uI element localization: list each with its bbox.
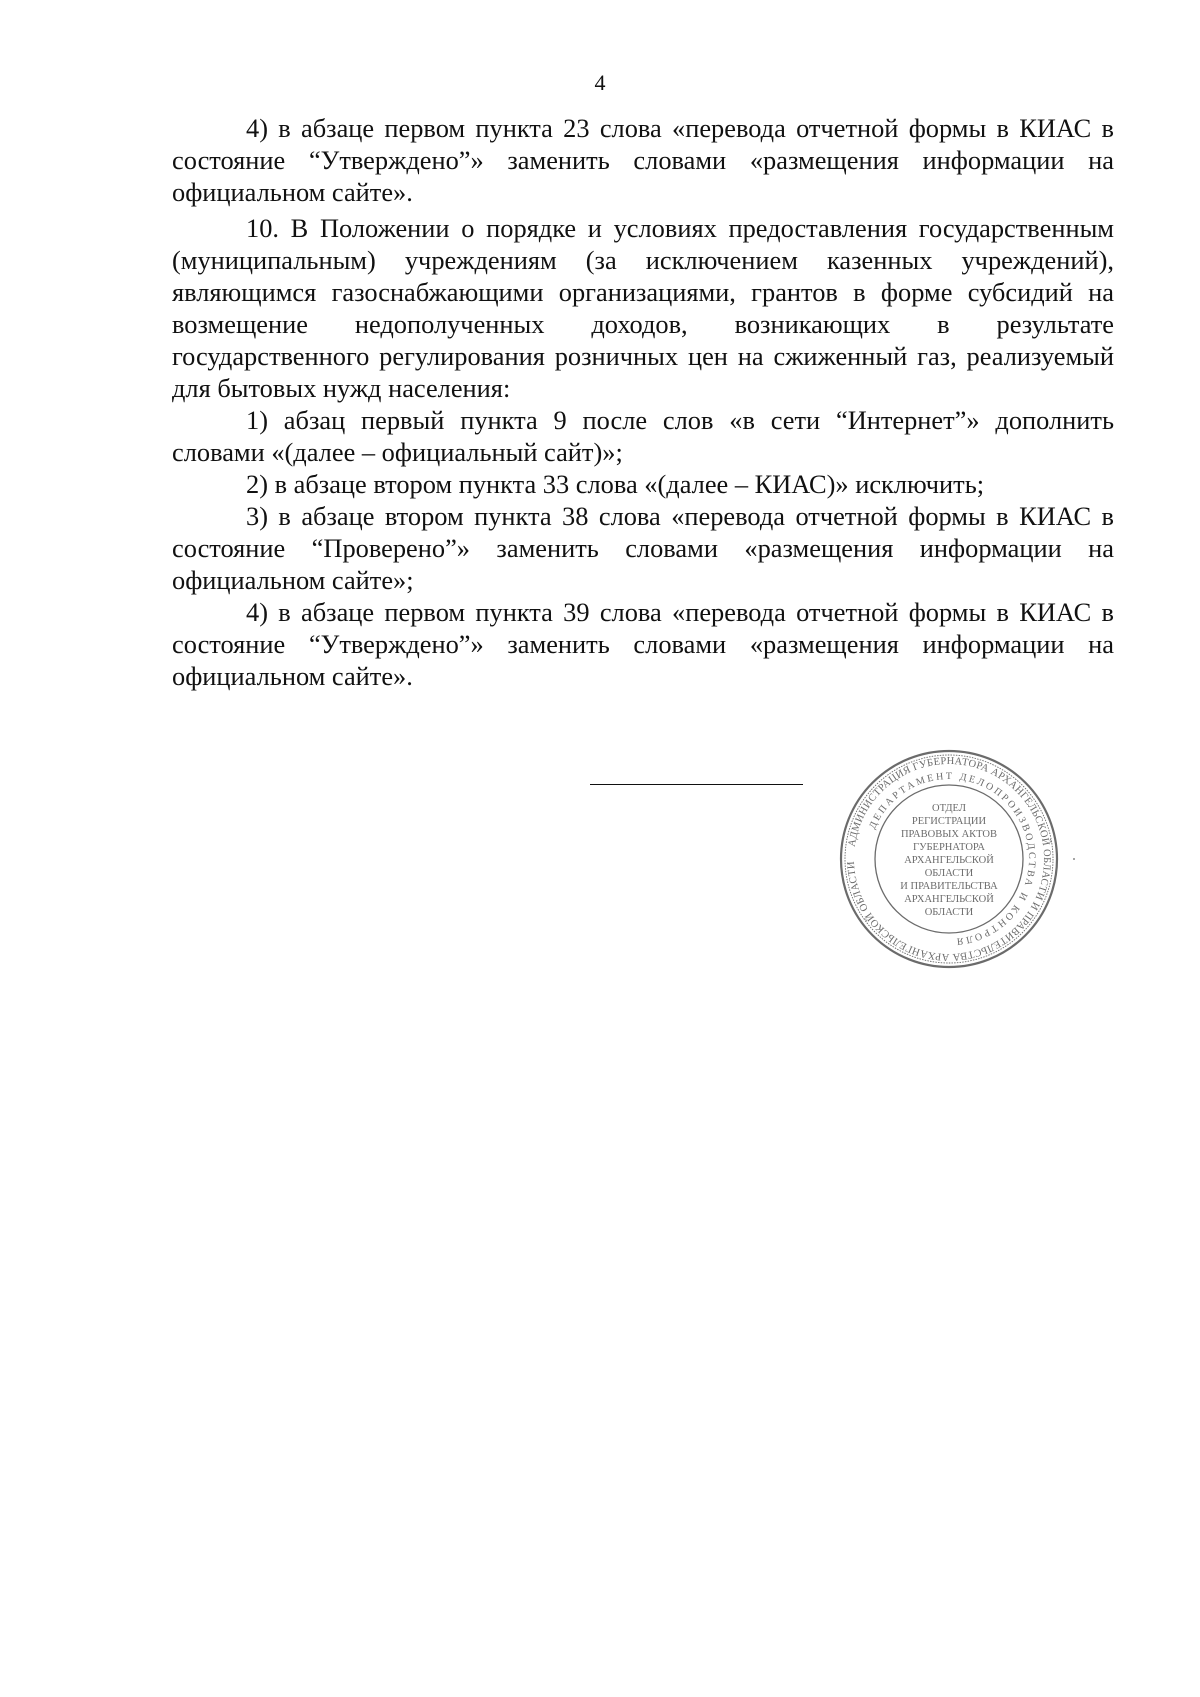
stamp-center-line: ОБЛАСТИ — [924, 907, 974, 918]
stamp-center-line: ГУБЕРНАТОРА — [913, 842, 985, 853]
stamp-center-line: ПРАВОВЫХ АКТОВ — [900, 829, 998, 840]
paragraph-subitem-3: 3) в абзаце втором пункта 38 слова «перевода отчетной формы в КИАС в состояние “Проверено”» заменить словами «размещения информации на официальном сайте»; — [172, 501, 1114, 595]
stamp-inner-text: ДЕПАРТАМЕНТ ДЕЛОПРОИЗВОДСТВА И КОНТРОЛЯ — [867, 770, 1038, 947]
document-body — [172, 112, 1114, 692]
stamp-center-line: ОТДЕЛ — [932, 803, 966, 814]
stamp-graphic — [838, 748, 1060, 970]
stamp-center-line: И ПРАВИТЕЛЬСТВА — [900, 881, 998, 892]
signature-line — [590, 784, 803, 785]
page-number: 4 — [594, 70, 606, 95]
official-stamp — [838, 748, 1060, 970]
paragraph-item-4-point-23: 4) в абзаце первом пункта 23 слова «перевода отчетной формы в КИАС в состояние “Утверждено”» заменить словами «размещения информации на официальном сайте». — [172, 113, 1114, 207]
paragraph-subitem-1: 1) абзац первый пункта 9 после слов «в сети “Интернет”» дополнить словами «(далее – официальный сайт)»; — [172, 405, 1114, 467]
stamp-center-line: ОБЛАСТИ — [924, 868, 974, 879]
paragraph-item-10: 10. В Положении о порядке и условиях предоставления государственным (муниципальным) учреждениям (за исключением казенных учреждений), являющимся газоснабжающими организациями, грантов в форме субсидий на возмещение недополученных доходов, возникающих в результате государственного регулирования розничных цен на сжиженный газ, реализуемый для бытовых нужд населения: — [172, 213, 1114, 403]
stamp-center-line: РЕГИСТРАЦИИ — [911, 816, 987, 827]
stamp-center-text — [900, 803, 998, 918]
scan-speck — [1073, 858, 1075, 860]
paragraph-subitem-4: 4) в абзаце первом пункта 39 слова «перевода отчетной формы в КИАС в состояние “Утверждено”» заменить словами «размещения информации на официальном сайте». — [172, 597, 1114, 691]
stamp-center-line: АРХАНГЕЛЬСКОЙ — [904, 855, 994, 866]
stamp-center-line: АРХАНГЕЛЬСКОЙ — [904, 894, 994, 905]
stamp-outer-text: АДМИНИСТРАЦИЯ ГУБЕРНАТОРА АРХАНГЕЛЬСКОЙ ОБЛАСТИ И ПРАВИТЕЛЬСТВА АРХАНГЕЛЬСКОЙ ОБЛАСТИ — [845, 755, 1053, 963]
paragraph-subitem-2: 2) в абзаце втором пункта 33 слова «(далее – КИАС)» исключить; — [246, 469, 985, 499]
